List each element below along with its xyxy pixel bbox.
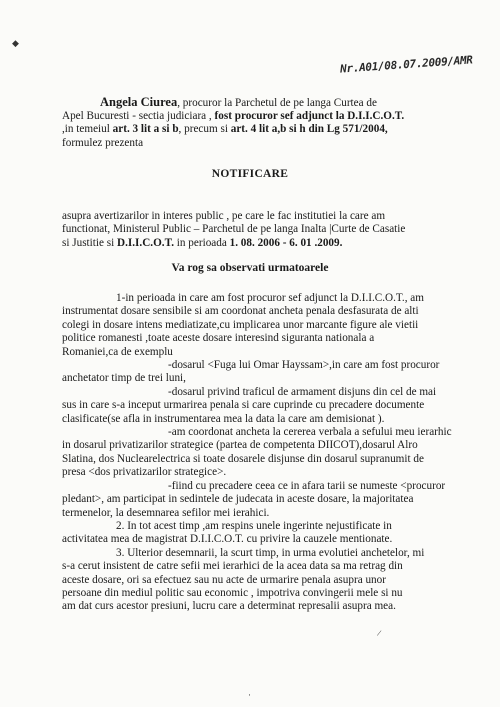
header-line-1: Angela Ciurea, procuror la Parchetul de pe langa Curtea de xyxy=(100,95,377,109)
body-line: -dosarul <Fuga lui Omar Hayssam>,in care am fost procuror xyxy=(168,359,440,372)
body-line: 2. In tot acest timp ,am respins unele ingerinte nejustificate in xyxy=(116,519,392,532)
intro-paragraph: asupra avertizarilor in interes public , pe care le fac institutiei la care am functionat, Ministerul Public – Parchetul de pe langa Inalta |Curte de Casatie si Justitie si D.I.I.C.O.T. in perioada 1. 08. 2006 - 6. 01 .2009. xyxy=(62,210,406,249)
body-line: 1-in perioada in care am fost procuror sef adjunct la D.I.I.C.O.T., am xyxy=(116,292,424,304)
body-line: aceste dosare, ori sa efectuez sau nu acte de urmarire penala asupra unor xyxy=(62,573,386,586)
body-line: activitatea mea de magistrat D.I.I.C.O.T. cu privire la cauzele mentionate. xyxy=(62,533,393,546)
header-block xyxy=(100,96,377,110)
section-subtitle: Va rog sa observati urmatoarele xyxy=(171,262,329,274)
body-line: instrumentat dosare sensibile si am coordonat ancheta penala desfasurata de alti xyxy=(62,305,419,318)
header-line-4: formulez prezenta xyxy=(62,136,144,149)
body-line: -am coordonat ancheta la cererea verbala a sefului meu ierarhic xyxy=(168,426,452,439)
body-line: s-a cerut insistent de catre sefii mei ierarhici de la acea data sa ma retrag din xyxy=(62,560,403,573)
scan-mark: / xyxy=(376,627,383,639)
registration-number: Nr.A01/08.07.2009/AMR xyxy=(339,53,474,76)
body-line: politice romanesti ,toate aceste dosare interesind siguranta nationala a xyxy=(62,332,375,345)
body-line: sus in care s-a inceput urmarirea penala si care cuprinde cu precadere documente xyxy=(62,399,425,412)
body-line: 3. Ulterior desemnarii, la scurt timp, in urma evolutiei anchetelor, mi xyxy=(116,546,425,559)
scan-mark: ◆ xyxy=(12,38,19,48)
body-paragraphs xyxy=(0,292,500,614)
body-line: am dat curs acestor presiuni, lucru care a determinat represalii asupra mea. xyxy=(62,600,396,613)
body-line: colegi in dosare intens mediatizate,cu implicarea unor marcante figure ale vietii xyxy=(62,318,419,331)
header-block-cont xyxy=(62,110,404,150)
body-line: Slatina, dos Nuclearelectrica si toate dosarele disjunse din dosarul supranumit de xyxy=(62,452,424,465)
body-line: presa <dos privatizarilor strategice>. xyxy=(62,466,227,479)
header-line-2: Apel Bucuresti - sectia judiciara , fost procuror sef adjunct la D.I.I.C.O.T. xyxy=(62,110,405,122)
body-line: termenelor, la desemnarea sefilor mei ierahici. xyxy=(62,506,270,519)
body-line: anchetator timp de trei luni, xyxy=(62,372,186,385)
body-line: -dosarul privind traficul de armament disjuns din cel de mai xyxy=(168,385,437,398)
header-line-3: ,in temeiul art. 3 lit a si b, precum si art. 4 lit a,b si h din Lg 571/2004, xyxy=(62,123,388,136)
body-line: Romaniei,ca de exemplu xyxy=(62,345,173,358)
body-line: clasificate(se afla in instrumentarea mea la data la care am demisionat ). xyxy=(62,412,385,425)
body-line: persoane din mediul politic sau economic , impotriva convingerii mele si nu xyxy=(62,586,403,599)
scan-mark: · xyxy=(248,690,251,700)
body-line: pledant>, am participat in sedintele de judecata in aceste dosare, la majoritatea xyxy=(62,493,414,506)
body-line: -fiind cu precadere ceea ce in afara tarii se numeste <procuror xyxy=(168,479,446,492)
author-name: Angela Ciurea xyxy=(100,95,178,109)
body-line: in dosarul privatizarilor strategice (partea de competenta DIICOT),dosarul Alro xyxy=(62,439,418,452)
document-title: NOTIFICARE xyxy=(211,168,289,180)
